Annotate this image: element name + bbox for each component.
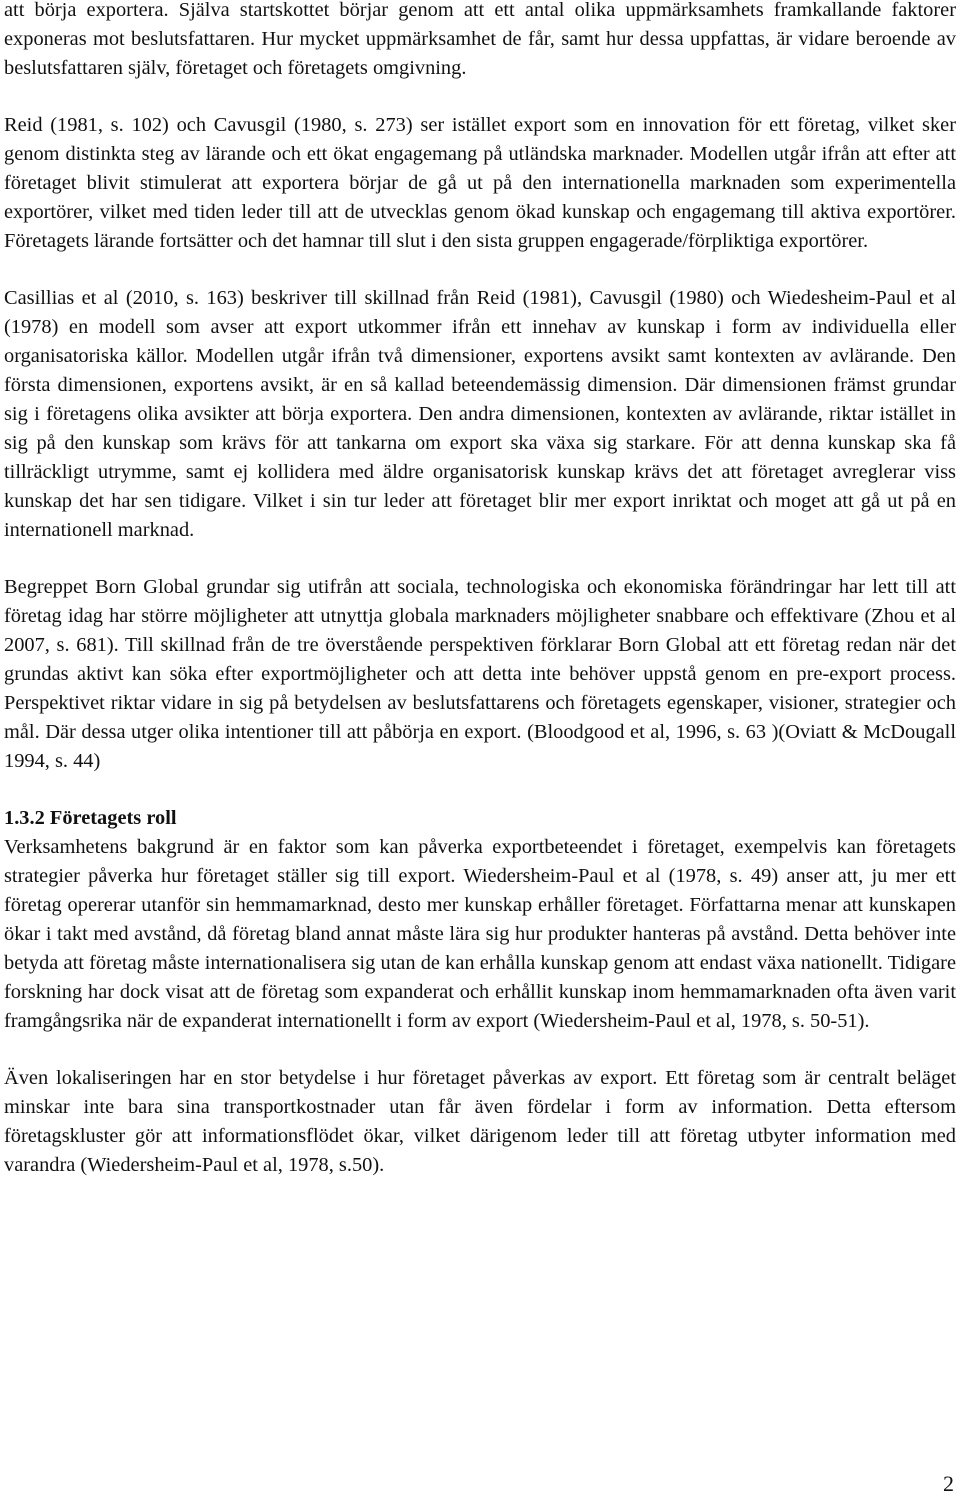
paragraph-casillias: Casillias et al (2010, s. 163) beskriver till skillnad från Reid (1981), Cavusgil (1980) och Wiedesheim-Paul et al (1978) en modell som avser att export utkommer ifrån ett innehav av kunskap i form av individuella eller organisatoriska källor. Modellen utgår ifrån två dimensioner, exportens avsikt samt kontexten av avlärande. Den första dimensionen, exportens avsikt, är en så kallad beteendemässig dimension. Där dimensionen främst grundar sig i företagens olika avsikter att börja exportera. Den andra dimensionen, kontexten av avlärande, riktar istället in sig på den kunskap som krävs för att tankarna om export ska växa sig starkare. För att denna kunskap ska få tillräckligt utrymme, samt ej kollidera med äldre organisatorisk kunskap krävs det att företaget avreglerar viss kunskap det har sen tidigare. Vilket i sin tur leder att företaget blir mer export inriktat och moget att gå ut på en internationell marknad. <box>4 287 956 541</box>
document-page <box>4 0 956 1180</box>
paragraph-born-global: Begreppet Born Global grundar sig utifrån att sociala, technologiska och ekonomiska förändringar har lett till att företag idag har större möjligheter att utnyttja globala marknaders möjligheter snabbare och effektivare (Zhou et al 2007, s. 681). Till skillnad från de tre överstående perspektiven förklarar Born Global att ett företag redan när det grundas aktivt kan söka efter exportmöjligheter och att detta inte behöver uppstå genom en pre-export process. Perspektivet riktar vidare in sig på betydelsen av beslutsfattarens och företagets egenskaper, visioner, strategier och mål. Där dessa utger olika intentioner till att påbörja en export. (Bloodgood et al, 1996, s. 63 )(Oviatt & McDougall 1994, s. 44) <box>4 576 956 772</box>
paragraph-reid-cavusgil: Reid (1981, s. 102) och Cavusgil (1980, s. 273) ser istället export som en innovation för ett företag, vilket sker genom distinkta steg av lärande och ett ökat engagemang på utländska marknader. Modellen utgår ifrån att efter att företaget blivit stimulerat att exportera börjar de gå ut på den internationella marknaden som experimentella exportörer, vilket med tiden leder till att de utvecklas genom ökad kunskap och engagemang till aktiva exportörer. Företagets lärande fortsätter och det hamnar till slut i den sista gruppen engagerade/förpliktiga exportörer. <box>4 114 956 252</box>
paragraph-gap <box>4 256 956 284</box>
paragraph-gap <box>4 776 956 804</box>
section-heading: 1.3.2 Företagets roll <box>4 807 177 829</box>
paragraph-lokalisering: Även lokaliseringen har en stor betydelse i hur företaget påverkas av export. Ett företag som är centralt beläget minskar inte bara sina transportkostnader utan får även fördelar i form av information. Detta eftersom företagskluster gör att informationsflödet ökar, vilket därigenom leder till att företag utbyter information med varandra (Wiedersheim-Paul et al, 1978, s.50). <box>4 1067 956 1176</box>
paragraph-export-start: att börja exportera. Själva startskottet börjar genom att ett antal olika uppmärksamhets framkallande faktorer exponeras mot beslutsfattaren. Hur mycket uppmärksamhet de får, samt hur dessa uppfattas, är vidare beroende av beslutsfattaren själv, företaget och företagets omgivning. <box>4 0 956 79</box>
paragraph-gap <box>4 1036 956 1064</box>
paragraph-gap <box>4 83 956 111</box>
paragraph-gap <box>4 545 956 573</box>
paragraph-verksamhetens-bakgrund: Verksamhetens bakgrund är en faktor som kan påverka exportbeteendet i företaget, exempelvis kan företagets strategier påverka hur företaget ställer sig till export. Wiedersheim-Paul et al (1978, s. 49) anser att, ju mer ett företag opererar utanför sin hemmamarknad, desto mer kunskap erhåller företaget. Författarna menar att kunskapen ökar i takt med avstånd, då företag bland annat måste lära sig hur produkter hanteras på avstånd. Detta behöver inte betyda att företag måste internationalisera sig utan de kan erhålla kunskap genom att endast växa nationellt. Tidigare forskning har dock visat att de företag som expanderat och erhållit kunskap inom hemmamarknaden ofta även varit framgångsrika när de expanderat internationellt i form av export (Wiedersheim-Paul et al, 1978, s. 50-51). <box>4 836 956 1032</box>
page-number: 2 <box>943 1471 954 1496</box>
